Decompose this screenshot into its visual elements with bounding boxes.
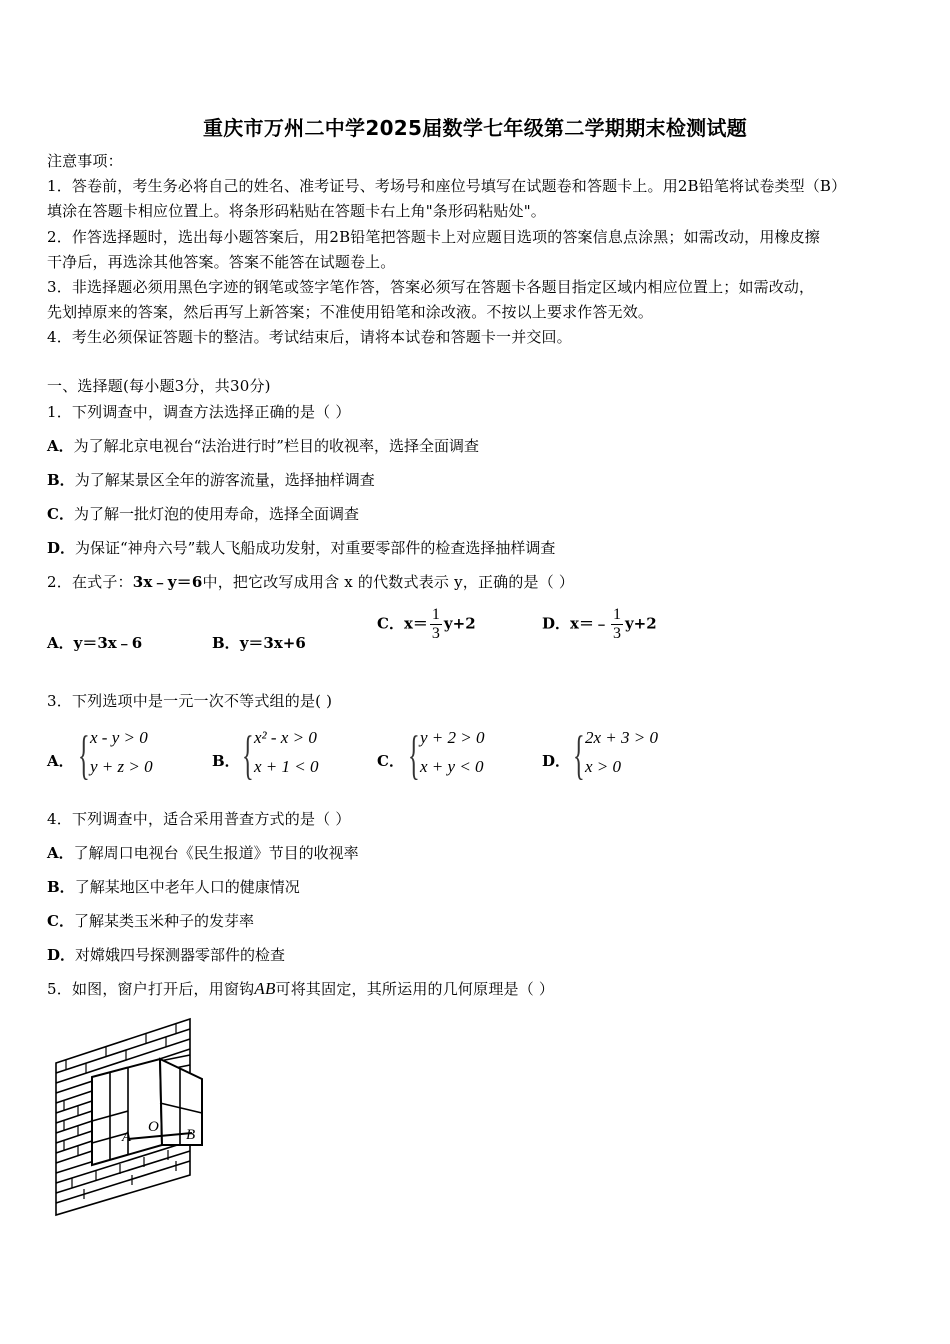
q4-option-d: [47, 945, 285, 965]
inequality: x + 1 < 0: [254, 757, 319, 776]
option-text: 了解某地区中老年人口的健康情况: [74, 878, 300, 896]
question-stem: 下列调查中，适合采用普查方式的是（ ）: [71, 810, 351, 828]
question-stem: 在式子：: [71, 573, 133, 591]
question-number: 4．: [47, 810, 72, 828]
option-text: 了解周口电视台《民生报道》节目的收视率: [73, 844, 359, 862]
notice-line: 2．作答选择题时，选出每小题答案后，用2B铅笔把答题卡上对应题目选项的答案信息点涂黑；如需改动，用橡皮擦: [47, 228, 820, 246]
question-4: [47, 809, 351, 829]
q1-option-c: [47, 504, 359, 524]
point-o-label: O: [148, 1119, 159, 1135]
option-label: C．: [47, 505, 74, 523]
inequality: y + 2 > 0: [420, 728, 485, 747]
question-5: [47, 979, 554, 999]
option-label: B．: [47, 878, 75, 896]
option-label: A．: [47, 844, 74, 862]
numerator: 1: [612, 606, 621, 623]
point-a-label: A: [122, 1129, 132, 1145]
q3-option-a-label: A．: [47, 752, 74, 770]
question-2: [47, 572, 574, 592]
brace-icon: {: [408, 725, 420, 785]
option-text: 为了解一批灯泡的使用寿命，选择全面调查: [73, 505, 359, 523]
q3-option-c-label: C．: [377, 752, 404, 770]
option-text: y+2: [443, 614, 476, 633]
question-number: 5．: [47, 980, 72, 998]
inequality: x - y > 0: [90, 728, 148, 747]
numerator: 1: [431, 606, 440, 623]
q3-option-d-label: D．: [542, 752, 571, 770]
brace-icon: {: [573, 725, 585, 785]
fraction: [430, 606, 442, 643]
open-sash: [160, 1059, 202, 1145]
brace-icon: {: [78, 725, 90, 785]
question-stem: 下列选项中是一元一次不等式组的是( ): [71, 692, 333, 710]
question-number: 2．: [47, 573, 72, 591]
q4-option-b: [47, 877, 300, 897]
notice-heading: 注意事项：: [47, 152, 123, 170]
question-number: 1．: [47, 403, 72, 421]
option-text: y+2: [624, 614, 657, 633]
inequality: y + z > 0: [90, 757, 153, 776]
equation: 3x﹣y＝6: [132, 573, 203, 591]
option-text: 为了解某景区全年的游客流量，选择抽样调查: [74, 471, 375, 489]
q2-option-b: [212, 632, 306, 653]
option-text: x＝: [403, 614, 428, 633]
option-label: D．: [47, 946, 76, 964]
option-label: B．: [47, 471, 75, 489]
q1-option-a: [47, 436, 479, 456]
denominator: 3: [431, 625, 440, 642]
option-text: 对嫦娥四号探测器零部件的检查: [75, 946, 286, 964]
question-stem: 可将其固定，其所运用的几何原理是（ ）: [275, 980, 555, 998]
notice-line: 3．非选择题必须用黑色字迹的钢笔或签字笔作答，答案必须写在答题卡各题目指定区域内相应位置上；如需改动，: [47, 278, 815, 296]
notice-line: 4．考生必须保证答题卡的整洁。考试结束后，请将本试卷和答题卡一并交回。: [47, 328, 572, 346]
q3-option-b-label: B．: [212, 752, 240, 770]
option-label: D．: [542, 614, 571, 633]
q1-option-b: [47, 470, 375, 490]
question-stem: 如图，窗户打开后，用窗钩: [71, 980, 255, 998]
section-heading: 一、选择题(每小题3分，共30分): [47, 377, 271, 395]
option-label: D．: [47, 539, 76, 557]
q2-option-a: [47, 632, 142, 653]
window-figure: [52, 1015, 222, 1220]
option-label: C．: [377, 614, 404, 633]
denominator: 3: [612, 625, 621, 642]
q1-option-d: [47, 538, 555, 558]
question-number: 3．: [47, 692, 72, 710]
notice-line: 先划掉原来的答案，然后再写上新答案；不准使用铅笔和涂改液。不按以上要求作答无效。: [47, 303, 654, 321]
inequality: x > 0: [585, 757, 622, 776]
q2-option-d: [542, 606, 657, 643]
question-1: [47, 402, 351, 422]
option-text: y＝3x﹣6: [73, 634, 143, 652]
option-label: B．: [212, 634, 240, 652]
inequality: x² - x > 0: [254, 728, 317, 747]
brace-icon: {: [242, 725, 254, 785]
inequality: x + y < 0: [420, 757, 484, 776]
option-text: 为保证“神舟六号”载人飞船成功发射，对重要零部件的检查选择抽样调查: [75, 539, 556, 557]
q4-option-a: [47, 843, 359, 863]
point-b-label: B: [186, 1127, 196, 1143]
option-text: 了解某类玉米种子的发芽率: [73, 912, 254, 930]
question-stem: 下列调查中，调查方法选择正确的是（ ）: [71, 403, 351, 421]
question-3: [47, 691, 332, 711]
question-stem: 中，把它改写成用含 x 的代数式表示 y，正确的是（ ）: [202, 573, 575, 591]
option-label: A．: [47, 437, 74, 455]
segment-label: AB: [254, 979, 276, 998]
option-text: y＝3x+6: [239, 634, 306, 652]
notice-line: 1．答卷前，考生务必将自己的姓名、准考证号、考场号和座位号填写在试题卷和答题卡上。用2B铅笔将试卷类型（B）: [47, 177, 847, 195]
inequality: 2x + 3 > 0: [585, 728, 658, 747]
option-label: A．: [47, 634, 74, 652]
option-label: C．: [47, 912, 74, 930]
q2-option-c: [377, 606, 476, 643]
notice-line: 填涂在答题卡相应位置上。将条形码粘贴在答题卡右上角"条形码粘贴处"。: [47, 202, 546, 220]
page-title: 重庆市万州二中学2025届数学七年级第二学期期末检测试题: [202, 116, 748, 140]
fraction: [611, 606, 623, 643]
option-text: 为了解北京电视台“法治进行时”栏目的收视率，选择全面调查: [73, 437, 479, 455]
q4-option-c: [47, 911, 254, 931]
notice-line: 干净后，再选涂其他答案。答案不能答在试题卷上。: [47, 253, 396, 271]
option-text: x＝﹣: [570, 614, 609, 633]
